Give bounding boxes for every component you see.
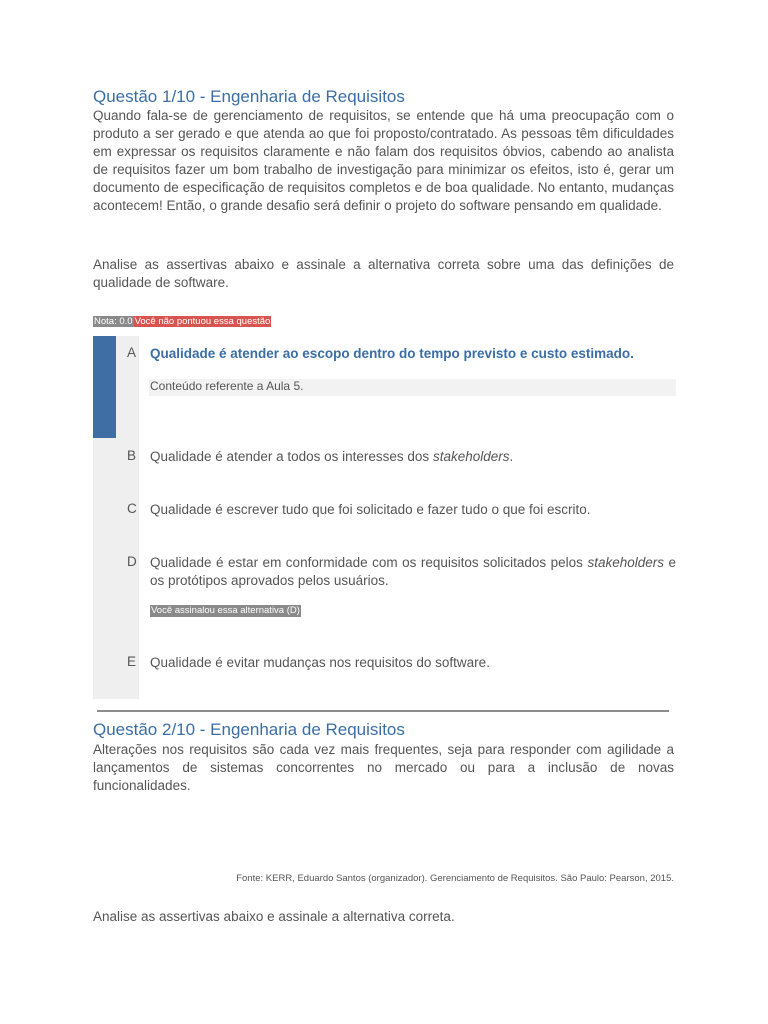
option-b-stakeholders: stakeholders [432, 449, 510, 464]
question-2-statement: Alterações nos requisitos são cada vez mais frequentes, seja para responder com agilidade a lançamentos de sistemas concorrentes no mercado ou para a inclusão de novas funcionalidades. [93, 742, 674, 793]
option-d-stakeholders: stakeholders [587, 555, 664, 570]
option-e-letter[interactable]: E [127, 654, 137, 669]
option-e-text[interactable]: Qualidade é evitar mudanças nos requisitos do software. [150, 655, 490, 670]
selected-answer-tag: Você assinalou essa alternativa (D) [151, 605, 300, 616]
option-d-text-end: e os protótipos aprovados pelos usuários. [150, 555, 676, 588]
question-1-title: Questão 1/10 - Engenharia de Requisitos [93, 87, 405, 106]
option-b-text-end: . [509, 449, 514, 464]
question-2-source: Fonte: KERR, Eduardo Santos (organizador). Gerenciamento de Requisitos. São Paulo: Pearson, 2015. [236, 873, 674, 884]
correct-option-marker [93, 336, 116, 438]
option-b-letter[interactable]: B [127, 448, 137, 463]
question-2-title: Questão 2/10 - Engenharia de Requisitos [93, 720, 405, 739]
grade-label: Nota: 0.0 [94, 316, 133, 327]
option-d-text-part: Qualidade é estar em conformidade com os requisitos solicitados pelos [150, 555, 588, 570]
option-a-text[interactable]: Qualidade é atender ao escopo dentro do tempo previsto e custo estimado. [150, 346, 634, 361]
option-c-text[interactable]: Qualidade é escrever tudo que foi solicitado e fazer tudo o que foi escrito. [150, 502, 591, 517]
grade-row [93, 316, 271, 328]
question-2-instruction: Analise as assertivas abaixo e assinale a alternativa correta. [93, 909, 455, 924]
option-a-feedback: Conteúdo referente a Aula 5. [149, 379, 676, 396]
option-d-letter[interactable]: D [127, 554, 137, 569]
option-d-text[interactable] [150, 554, 676, 590]
option-a-letter[interactable]: A [127, 345, 137, 360]
question-divider [97, 710, 669, 712]
grade-message: Você não pontuou essa questão [134, 316, 271, 327]
option-c-letter[interactable]: C [127, 501, 137, 516]
question-1-statement: Quando fala-se de gerenciamento de requisitos, se entende que há uma preocupação com o produto a ser gerado e que atenda ao que foi proposto/contratado. As pessoas têm dificuldades em expressar os requisitos claramente e não falam dos requisitos óbvios, cabendo ao analista de requisitos fazer um bom trabalho de investigação para minimizar os efeitos, isto é, gerar um documento de especificação de requisitos completos e de boa qualidade. No entanto, mudanças acontecem! Então, o grande desafio será definir o projeto do software pensando em qualidade. [93, 108, 674, 213]
option-b-text[interactable] [150, 448, 676, 466]
question-1-instruction: Analise as assertivas abaixo e assinale a alternativa correta sobre uma das definições de qualidade de software. [93, 257, 674, 290]
option-b-text-part: Qualidade é atender a todos os interesses dos [150, 449, 433, 464]
